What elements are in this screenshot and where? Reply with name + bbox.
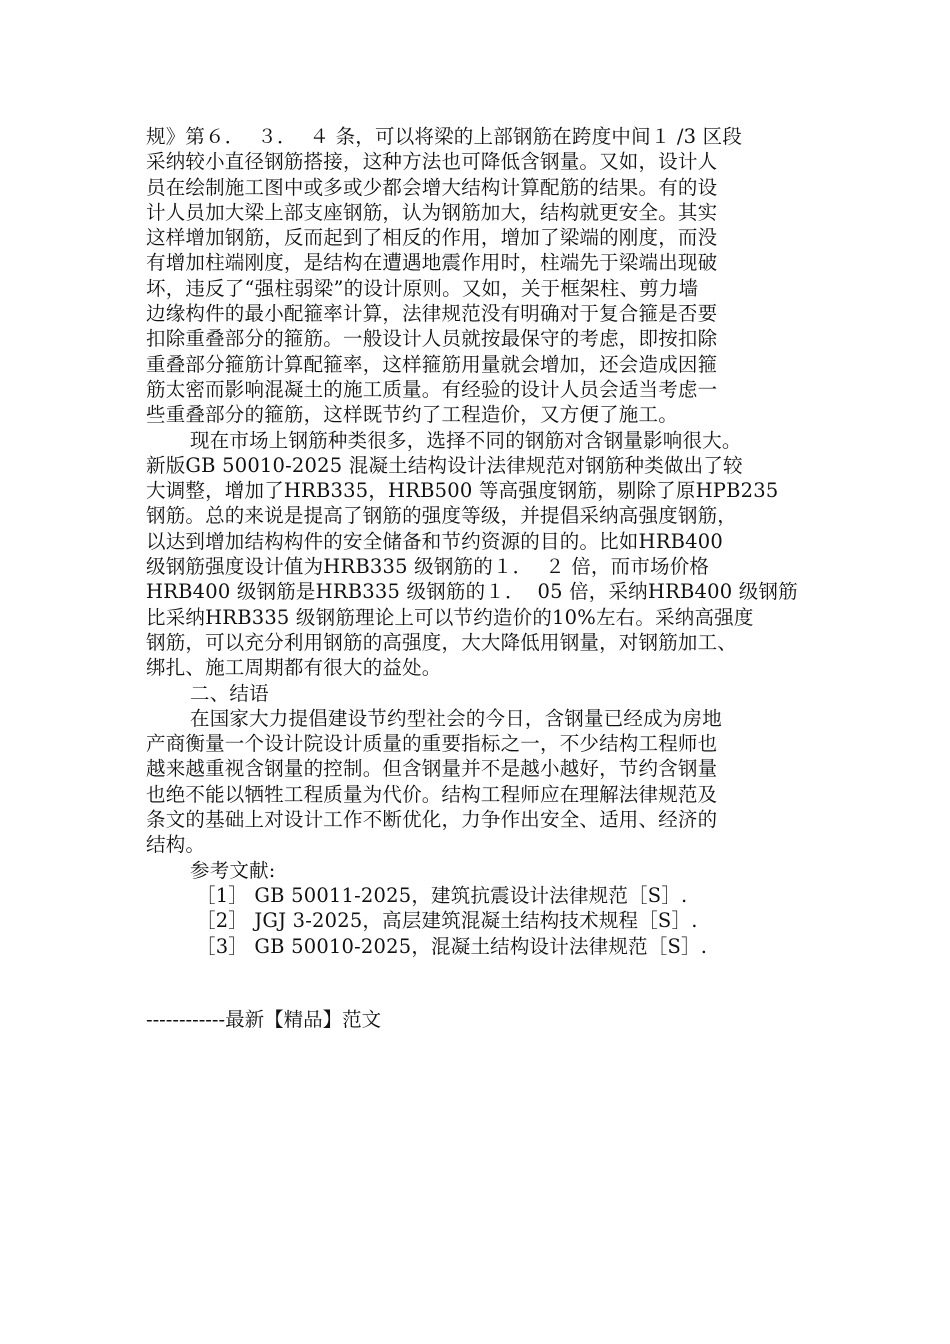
reference-item: ［1］ GB 50011-2025，建筑抗震设计法律规范［S］. (196, 883, 688, 907)
spacer (146, 959, 811, 1007)
text-line: 新版GB 50010-2025 混凝土结构设计法律规范对钢筋种类做出了较 (146, 453, 743, 477)
paragraph-3 (146, 706, 811, 858)
text-line: 坏，违反了“强柱弱梁”的设计原则。又如，关于框架柱、剪力墙 (146, 276, 699, 300)
footer-text: ------------最新【精品】范文 (146, 1007, 382, 1031)
text-line: 也绝不能以牺牲工程质量为代价。结构工程师应在理解法律规范及 (146, 782, 718, 806)
text-line: 规》第６． ３． ４ 条，可以将梁的上部钢筋在跨度中间１ /3 区段 (146, 125, 743, 148)
text-line: 钢筋。总的来说是提高了钢筋的强度等级，并提倡采纳高强度钢筋， (146, 504, 738, 528)
text-line: 计人员加大梁上部支座钢筋，认为钢筋加大，结构就更安全。其实 (146, 200, 718, 224)
text-line: 在国家大力提倡建设节约型社会的今日，含钢量已经成为房地 (190, 706, 722, 730)
reference-list (146, 883, 811, 959)
text-line: 筋太密而影响混凝土的施工质量。有经验的设计人员会适当考虑一 (146, 377, 718, 401)
text-line: 扣除重叠部分的箍筋。一般设计人员就按最保守的考虑，即按扣除 (146, 327, 718, 351)
references-heading: 参考文献: (190, 858, 276, 882)
body-text (146, 124, 811, 1032)
text-line: 越来越重视含钢量的控制。但含钢量并不是越小越好，节约含钢量 (146, 757, 718, 781)
text-line: 重叠部分箍筋计算配箍率，这样箍筋用量就会增加，还会造成因箍 (146, 352, 718, 376)
text-line: 级钢筋强度设计值为HRB335 级钢筋的１． ２ 倍，而市场价格 (146, 555, 710, 579)
text-line: 采纳较小直径钢筋搭接，这种方法也可降低含钢量。又如，设计人 (146, 150, 718, 174)
text-line: 现在市场上钢筋种类很多，选择不同的钢筋对含钢量影响很大。 (190, 428, 742, 452)
text-line: 有增加柱端刚度，是结构在遭遇地震作用时，柱端先于梁端出现破 (146, 251, 718, 275)
text-line: 钢筋，可以充分利用钢筋的高强度，大大降低用钢量，对钢筋加工、 (146, 630, 738, 654)
text-line: 条文的基础上对设计工作不断优化，力争作出安全、适用、经济的 (146, 808, 718, 832)
text-line: 边缘构件的最小配箍率计算，法律规范没有明确对于复合箍是否要 (146, 302, 718, 326)
text-line: 员在绘制施工图中或多或少都会增大结构计算配筋的结果。有的设 (146, 175, 718, 199)
text-line: 结构。 (146, 833, 206, 857)
text-line: 产商衡量一个设计院设计质量的重要指标之一，不少结构工程师也 (146, 732, 718, 756)
text-line: 绑扎、施工周期都有很大的益处。 (146, 656, 442, 680)
text-line: HRB400 级钢筋是HRB335 级钢筋的１． 05 倍，采纳HRB400 级钢筋 (146, 580, 798, 604)
paragraph-1 (146, 124, 811, 428)
reference-item: ［2］ JGJ 3-2025，高层建筑混凝土结构技术规程［S］. (196, 909, 698, 933)
text-line: 大调整，增加了HRB335，HRB500 等高强度钢筋，剔除了原HPB235 (146, 479, 779, 503)
text-line: 以达到增加结构构件的安全储备和节约资源的目的。比如HRB400 (146, 529, 723, 553)
reference-item: ［3］ GB 50010-2025，混凝土结构设计法律规范［S］. (196, 934, 708, 958)
text-line: 些重叠部分的箍筋，这样既节约了工程造价，又方便了施工。 (146, 403, 678, 427)
section-heading: 二、结语 (190, 681, 269, 705)
paragraph-2 (146, 428, 811, 681)
text-line: 这样增加钢筋，反而起到了相反的作用，增加了梁端的刚度，而没 (146, 226, 718, 250)
text-line: 比采纳HRB335 级钢筋理论上可以节约造价的10%左右。采纳高强度 (146, 605, 754, 629)
